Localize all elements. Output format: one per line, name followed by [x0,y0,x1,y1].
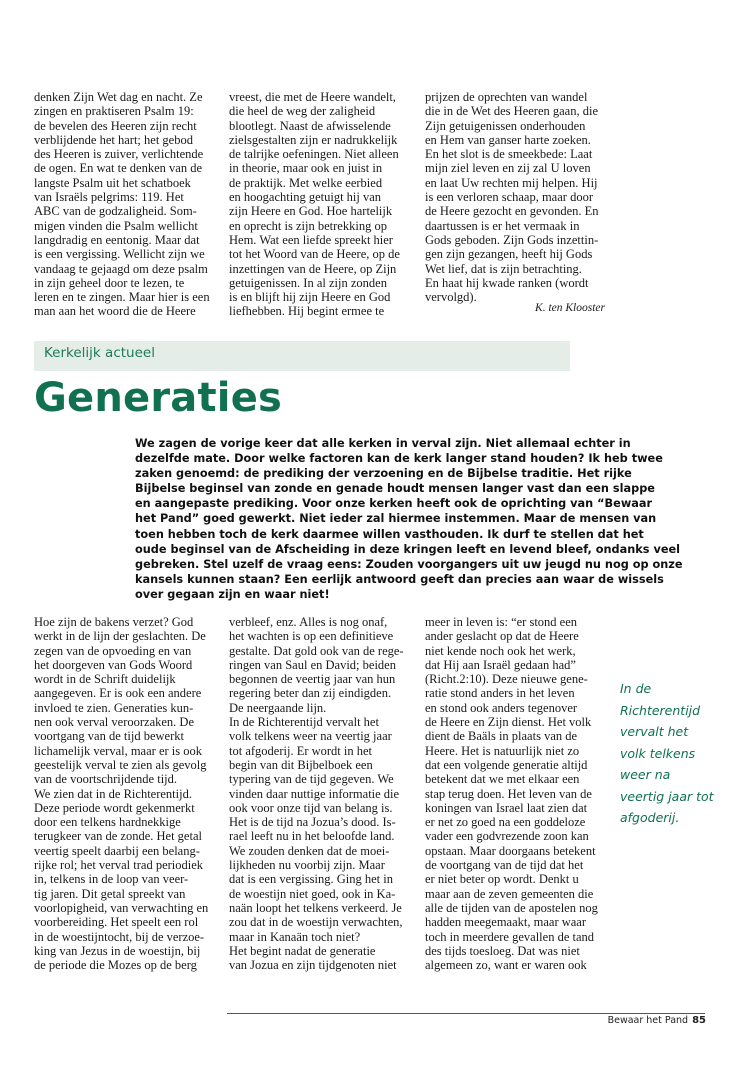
text-line: blootlegt. Naast de afwisselende [229,118,391,133]
text-line: en oprecht is zijn betrekking op [229,218,387,233]
page-footer [560,1014,706,1028]
text-line: de periode die Mozes op de berg [34,958,197,973]
text-line: gen zijn gezangen, heeft hij Gods [425,247,593,262]
text-line: de voortgang van de tijd dat het [425,858,584,873]
text-line: En haat hij kwade ranken (wordt [425,275,589,290]
publication-name: Bewaar het Pand [607,1015,689,1026]
text-line: ringen van Saul en David; beiden [229,657,396,672]
section-label: Kerkelijk actueel [44,345,155,361]
text-line: En het slot is de smeekbede: Laat [425,147,593,162]
text-line: ander geslacht op dat de Heere [425,629,579,644]
text-line: maar aan de zeven gemeenten die [425,886,594,901]
top-article-column-3 [425,90,610,304]
text-line: langste Psalm uit het schatboek [34,175,191,190]
text-line: de Heere en Zijn dienst. Het volk [425,715,592,730]
pull-quote-line: afgoderij. [620,810,680,825]
text-line: leren en te zingen. Maar hier is een [34,290,210,305]
text-line: van Israëls pelgrims: 119. Het [34,190,184,205]
intro-line: We zagen de vorige keer dat alle kerken in verval zijn. Niet allemaal echter in [135,437,631,450]
text-line: Deze periode wordt gekenmerkt [34,800,195,815]
text-line: We zien dat in de Richterentijd. [34,786,192,801]
text-line: het doorgeven van Gods Woord [34,657,193,672]
pull-quote-line: In de [620,681,652,696]
text-line: en stond ook anders tegenover [425,700,578,715]
text-line: er net zo goed na een goddeloze [425,815,586,830]
intro-line: het Pand” goed gewerkt. Niet ieder zal hiermee instemmen. Maar de mensen van [135,512,657,526]
text-line: mijn ziel leven en zij zal U loven [425,161,591,176]
text-line: koningen van Israel laat zien dat [425,800,588,815]
intro-line: toen hebben toch de kerk daarmee willen vasthouden. Ik durf te stellen dat het [135,527,644,541]
text-line: vandaag te gejaagd om deze psalm [34,261,208,276]
text-line: man aan het woord die de Heere [34,304,196,319]
body-column-3 [425,615,610,972]
text-line: getuigenissen. In al zijn zonden [229,275,387,290]
text-line: er niet beter op wordt. Denkt u [425,872,579,887]
text-line: in, telkens in de loop van veer- [34,872,189,887]
text-line: zingen en praktiseren Psalm 19: [34,104,194,119]
text-line: is een verloren schaap, maar door [425,190,593,205]
text-line: langdradig en eentonig. Maar dat [34,232,200,247]
text-line: Gods geboden. Zijn Gods inzettin- [425,232,599,247]
text-line: die heel de weg der zaligheid [229,104,376,119]
text-line: de bevelen des Heeren zijn recht [34,118,197,133]
text-line: migen vinden die Psalm wellicht [34,218,198,233]
top-article-column-1 [34,90,214,319]
text-line: de talrijke oefeningen. Niet alleen [229,147,399,162]
text-line: zijn Heere en God. Hoe hartelijk [229,204,393,219]
text-line: tot het Woord van de Heere, op de [229,247,400,262]
text-line: dat is een vergissing. Ging het in [229,872,393,887]
text-line: door een telkens hardnekkige [34,815,181,830]
text-line: in theorie, maar ook en juist in [229,161,383,176]
text-line: nen ook verval veroorzaken. De [34,715,194,730]
text-line: begin van dit Bijbelboek een [229,757,373,772]
text-line: naän loopt het telkens verkeerd. Je [229,900,402,915]
text-line: Het begint nadat de generatie [229,943,376,958]
intro-line: Bijbelse beginsel van zonde en genade houdt mensen langer vast dan een slappe [135,482,655,496]
text-line: vinden daar nuttige informatie die [229,786,400,801]
text-line: verblijdende het hart; het gebod [34,132,193,147]
intro-line: en aangepaste prediking. Voor onze kerken heeft ook de oprichting van “Bewaar [135,497,653,511]
text-line: ABC van de godzaligheid. Som- [34,204,197,219]
text-line: liefhebben. Hij begint ermee te [229,304,385,319]
text-line: stap terug doen. Het leven van de [425,786,592,801]
text-line: wordt in de Schrift duidelijk [34,672,176,687]
text-line: Wet lief, dat is zijn betrachting. [425,261,582,276]
text-line: zegen van de opvoeding en van [34,643,192,658]
text-line: In de Richterentijd vervalt het [229,715,379,730]
body-column-1 [34,615,214,972]
text-line: Het is de tijd na Jozua’s dood. Is- [229,815,396,830]
text-line: hadden meegemaakt, maar waar [425,915,587,930]
text-line: des Heeren is zuiver, verlichtende [34,147,204,162]
text-line: is en blijft hij zijn Heere en God [229,290,391,305]
pull-quote [620,678,730,829]
pull-quote-line: Richterentijd [620,702,701,718]
text-line: (Richt.2:10). Deze nieuwe gene- [425,672,588,687]
intro-line: dezelfde mate. Door welke factoren kan de kerk langer stand houden? Ik heb twee [135,452,663,466]
text-line: king van Jezus in de woestijn, bij [34,943,201,958]
text-line: die in de Wet des Heeren gaan, die [425,104,598,119]
text-line: volk telkens weer na veertig jaar [229,729,392,744]
text-line: van Jozua en zijn tijdgenoten niet [229,958,397,973]
text-line: vervolgd). [425,290,477,305]
text-line: de woestijn niet goed, ook in Ka- [229,886,396,901]
text-line: ratie stond anders in het leven [425,686,575,701]
intro-line: zaken genoemd: de prediking der verzoening en de Bijbelse traditie. Het rijke [135,467,632,481]
text-line: zielsgestalten zijn er nadrukkelijk [229,132,398,147]
text-line: Zijn getuigenissen onderhouden [425,118,586,133]
text-line: algemeen zo, want er waren ook [425,958,587,973]
text-line: in de woestijntocht, bij de verzoe- [34,929,205,944]
page-number: 85 [692,1015,706,1026]
text-line: lijkheden nu voorbij zijn. Maar [229,858,385,873]
article-intro [135,436,683,602]
text-line: rael leeft nu in het beloofde land. [229,829,395,844]
text-line: voorlopigheid, van verwachting en [34,900,209,915]
text-line: Hem. Wat een liefde spreekt hier [229,232,393,247]
text-line: voorbereiding. Het speelt een rol [34,915,199,930]
text-line: het wachten is op een definitieve [229,629,394,644]
text-line: opstaan. Maar doorgaans betekent [425,843,596,858]
text-line: We zouden denken dat de moei- [229,843,390,858]
text-line: de ogen. En wat te denken van de [34,161,202,176]
text-line: werkt in de lijn der geslachten. De [34,629,206,644]
body-column-2 [229,615,414,972]
text-line: niet kende noch ook het werk, [425,643,576,658]
text-line: betekent dat we met elkaar een [425,772,580,787]
text-line: terugkeer van de zonde. Het getal [34,829,202,844]
text-line: meer in leven is: “er stond een [425,615,578,629]
text-line: typering van de tijd gegeven. We [229,772,394,787]
intro-line: over gegaan zijn en waar niet! [135,587,330,601]
text-line: is een vergissing. Wellicht zijn we [34,247,205,262]
pull-quote-line: volk telkens [620,745,696,761]
text-line: de Heere gezocht en gevonden. En [425,204,599,219]
text-line: dat Hij aan Israël gedaan had” [425,657,576,672]
text-line: lichamelijk verval, maar er is ook [34,743,202,758]
pull-quote-line: vervalt het [620,724,689,739]
text-line: geestelijk verval te zien als gevolg [34,757,207,772]
text-line: vader een godvrezende zoon kan [425,829,589,844]
text-line: in zijn geheel door te lezen, te [34,275,185,290]
text-line: des tijds toesloeg. Dat was niet [425,943,580,958]
text-line: toch in meerdere gevallen de tand [425,929,595,944]
text-line: rijke rol; het verval trad periodiek [34,858,204,873]
text-line: daartussen is er het vermaak in [425,218,580,233]
text-line: prijzen de oprechten van wandel [425,90,588,104]
text-line: zou dat in de woestijn verwachten, [229,915,403,930]
article-title: Generaties [34,375,283,421]
text-line: ook voor onze tijd van belang is. [229,800,393,815]
pull-quote-line: veertig jaar tot [620,788,714,804]
top-article-column-2 [229,90,414,319]
text-line: dat een volgende generatie altijd [425,757,588,772]
text-line: gestalte. Dat gold ook van de rege- [229,643,404,658]
text-line: Hoe zijn de bakens verzet? God [34,615,194,629]
text-line: tot afgoderij. Er wordt in het [229,743,373,758]
text-line: denken Zijn Wet dag en nacht. Ze [34,90,203,104]
intro-line: kansels kunnen staan? Een eerlijk antwoord geeft dan precies aan waar de wissels [135,572,664,586]
text-line: veertig speelt daarbij een belang- [34,843,200,858]
intro-line: gebreken. Stel uzelf de vraag eens: Zouden voorgangers uit uw jeugd nu nog op onze [135,557,683,571]
text-line: tig jaren. Dit getal spreekt van [34,886,186,901]
text-line: en Hem van ganser harte zoeken. [425,132,591,147]
text-line: de praktijk. Met welke eerbied [229,175,383,190]
text-line: verbleef, enz. Alles is nog onaf, [229,615,388,629]
text-line: alle de tijden van de apostelen nog [425,900,598,915]
text-line: invloed te zien. Generaties kun- [34,700,194,715]
text-line: regering beter dan zij eindigden. [229,686,392,701]
pull-quote-line: weer na [620,767,671,782]
text-line: De neergaande lijn. [229,700,327,715]
text-line: van de voortschrijdende tijd. [34,772,178,787]
author-signature: K. ten Klooster [535,302,605,314]
text-line: voortgang van de tijd bewerkt [34,729,184,744]
text-line: en laat Uw rechten mij helpen. Hij [425,175,598,190]
text-line: inzettingen van de Heere, op Zijn [229,261,397,276]
text-line: aangegeven. Er is ook een andere [34,686,202,701]
text-line: vreest, die met de Heere wandelt, [229,90,396,104]
text-line: Heere. Het is natuurlijk niet zo [425,743,580,758]
text-line: dient de Baäls in plaats van de [425,729,578,744]
intro-line: oude beginsel van de Afscheiding in deze kringen leeft en levend bleef, ondanks veel [135,542,681,556]
text-line: en hoogachting getuigt hij van [229,190,382,205]
text-line: begonnen de veertig jaar van hun [229,672,396,687]
text-line: maar in Kanaän toch niet? [229,929,361,944]
